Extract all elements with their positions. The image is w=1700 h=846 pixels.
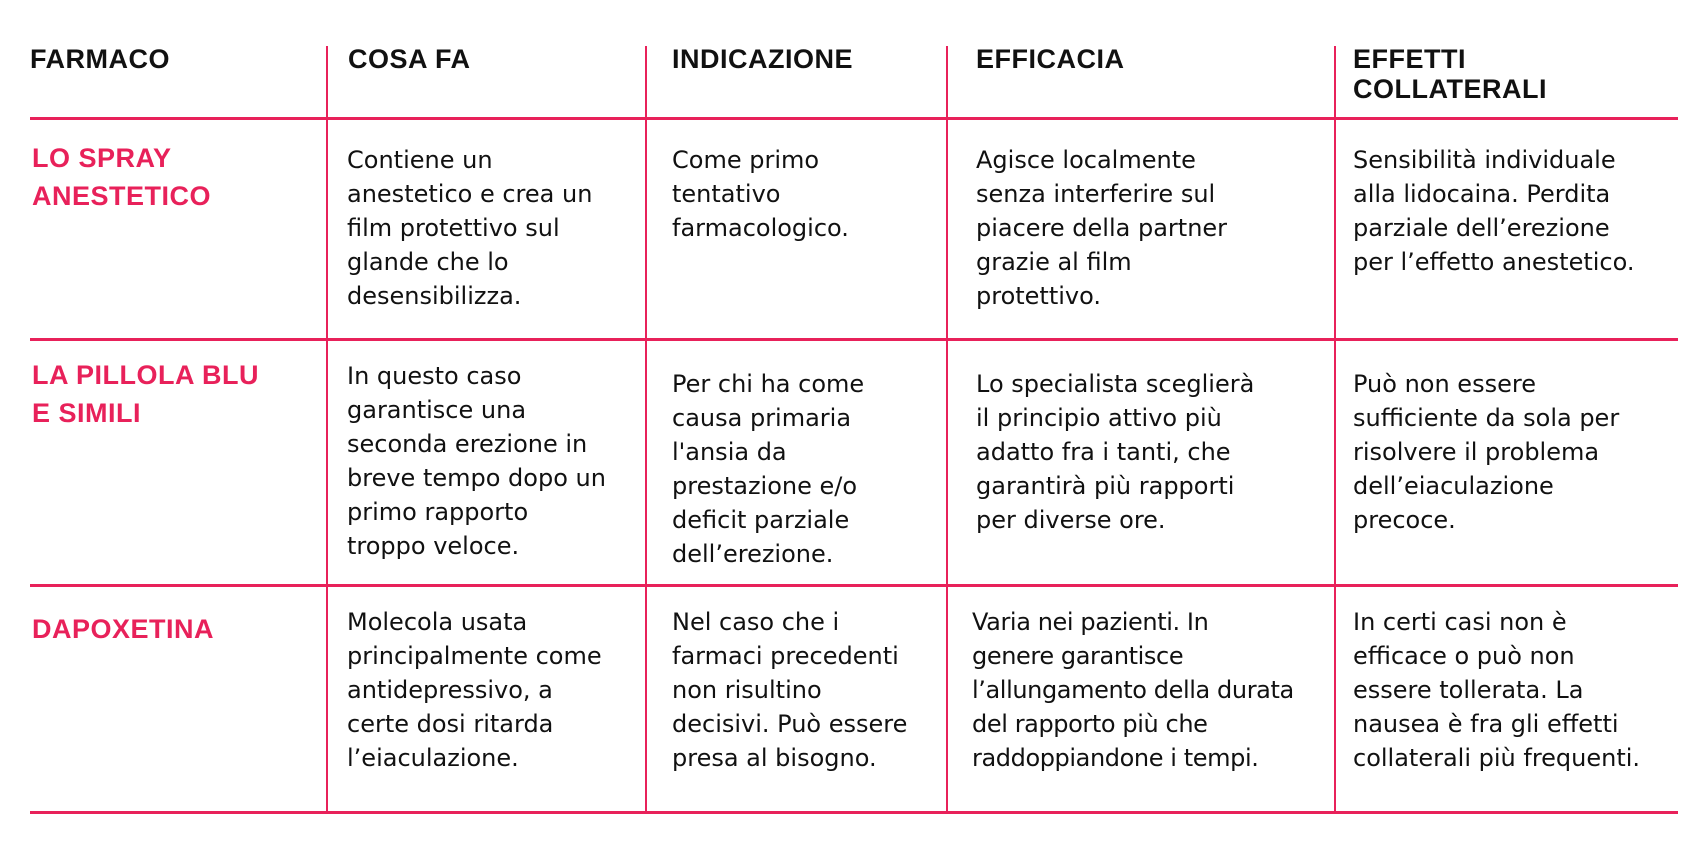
header-divider bbox=[30, 117, 1678, 120]
header-indicazione: INDICAZIONE bbox=[672, 44, 853, 74]
table-bottom-rule bbox=[30, 811, 1678, 814]
row3-efficacia: Varia nei pazienti. In genere garantisce l’allungamento della durata del rapporto più che raddoppiandone i tempi. bbox=[972, 608, 1294, 772]
column-divider-2 bbox=[645, 46, 647, 813]
header-effetti-collaterali: EFFETTI COLLATERALI bbox=[1353, 44, 1547, 104]
row1-efficacia: Agisce localmente senza interferire sul piacere della partner grazie al film protettivo. bbox=[976, 146, 1228, 310]
column-divider-3 bbox=[946, 46, 948, 813]
column-divider-4 bbox=[1334, 46, 1336, 813]
drug-name-dapoxetina: DAPOXETINA bbox=[32, 614, 215, 644]
row1-effetti: Sensibilità individuale alla lidocaina. Perdita parziale dell’erezione per l’effetto anestetico. bbox=[1353, 146, 1635, 276]
row2-indicazione: Per chi ha come causa primaria l'ansia da prestazione e/o deficit parziale dell’erezione. bbox=[672, 370, 865, 568]
column-divider-1 bbox=[326, 46, 328, 813]
drug-name-pillola-blu: LA PILLOLA BLU E SIMILI bbox=[32, 360, 259, 428]
row2-efficacia: Lo specialista sceglierà il principio attivo più adatto fra i tanti, che garantirà più rapporti per diverse ore. bbox=[976, 370, 1255, 534]
row3-effetti: In certi casi non è efficace o può non essere tollerata. La nausea è fra gli effetti collaterali più frequenti. bbox=[1353, 608, 1641, 772]
row1-cosa-fa: Contiene un anestetico e crea un film protettivo sul glande che lo desensibilizza. bbox=[347, 146, 593, 310]
row3-cosa-fa: Molecola usata principalmente come antidepressivo, a certe dosi ritarda l’eiaculazione. bbox=[347, 608, 602, 772]
row2-effetti: Può non essere sufficiente da sola per risolvere il problema dell’eiaculazione precoce. bbox=[1353, 370, 1620, 534]
row-divider-2 bbox=[30, 584, 1678, 587]
row1-indicazione: Come primo tentativo farmacologico. bbox=[672, 146, 849, 242]
drug-name-spray: LO SPRAY ANESTETICO bbox=[32, 143, 212, 211]
header-cosa-fa: COSA FA bbox=[348, 44, 471, 74]
header-efficacia: EFFICACIA bbox=[976, 44, 1125, 74]
header-farmaco: FARMACO bbox=[30, 44, 170, 74]
row2-cosa-fa: In questo caso garantisce una seconda erezione in breve tempo dopo un primo rapporto troppo veloce. bbox=[347, 362, 606, 560]
row-divider-1 bbox=[30, 338, 1678, 341]
row3-indicazione: Nel caso che i farmaci precedenti non risultino decisivi. Può essere presa al bisogno. bbox=[672, 608, 908, 772]
